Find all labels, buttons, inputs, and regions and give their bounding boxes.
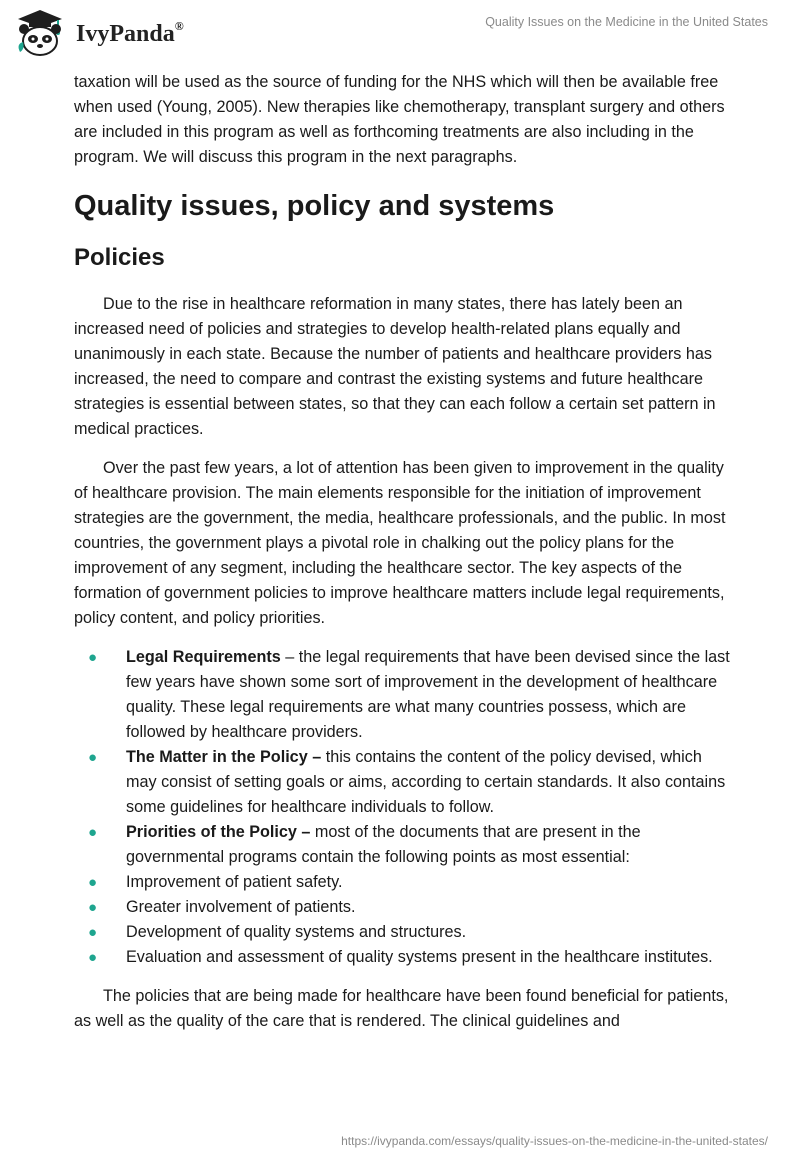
source-url[interactable]: https://ivypanda.com/essays/quality-issues-on-the-medicine-in-the-united-states/ xyxy=(341,1134,768,1148)
list-item xyxy=(74,895,734,920)
list-item xyxy=(74,870,734,895)
bullet-icon: ● xyxy=(88,899,98,916)
list-item xyxy=(74,920,734,945)
section-heading: Quality issues, policy and systems xyxy=(74,190,555,222)
list-item-text: this contains the content of the policy devised, which may consist of setting goals or aims, according to certain standards. It also contains some guidelines for healthcare individuals to follow. xyxy=(126,748,726,816)
bullet-icon: ● xyxy=(88,649,98,666)
list-item-text: Improvement of patient safety. xyxy=(126,873,343,891)
list-item xyxy=(74,645,734,745)
list-item xyxy=(74,945,734,970)
registered-mark: ® xyxy=(174,19,184,33)
bullet-icon: ● xyxy=(88,924,98,941)
policies-paragraph-2: Over the past few years, a lot of attention has been given to improvement in the quality of healthcare provision. The main elements responsible for the initiation of improvement strategies are the government, the media, healthcare professionals, and the public. In most countries, the government plays a pivotal role in chalking out the policy plans for the improvement of any segment, including the healthcare sector. The key aspects of the formation of government policies to improve healthcare matters include legal requirements, policy content, and policy priorities. xyxy=(74,459,726,627)
list-item xyxy=(74,745,734,820)
list-item xyxy=(74,820,734,870)
list-item-text: most of the documents that are present in the governmental programs contain the following points as most essential: xyxy=(126,823,641,866)
list-item-text: Development of quality systems and structures. xyxy=(126,923,467,941)
intro-paragraph: taxation will be used as the source of funding for the NHS which will then be available free when used (Young, 2005). New therapies like chemotherapy, transplant surgery and others are included in this program as well as forthcoming treatments are also including in the program. We will discuss this program in the next paragraphs. xyxy=(74,73,725,166)
document-title: Quality Issues on the Medicine in the United States xyxy=(485,15,768,29)
list-item-text: – the legal requirements that have been devised since the last few years have shown some sort of improvement in the development of healthcare quality. These legal requirements are what many countries possess, which are followed by healthcare providers. xyxy=(126,648,730,741)
logo-name: IvyPanda xyxy=(76,21,175,47)
policy-bullet-list xyxy=(74,645,734,970)
list-item-text: Evaluation and assessment of quality systems present in the healthcare institutes. xyxy=(126,948,713,966)
bullet-icon: ● xyxy=(88,874,98,891)
policies-paragraph-3: The policies that are being made for healthcare have been found beneficial for patients, as well as the quality of the care that is rendered. The clinical guidelines and xyxy=(74,987,729,1030)
ivypanda-logo[interactable] xyxy=(14,8,204,60)
list-item-title: Legal Requirements xyxy=(126,648,281,666)
essay-content xyxy=(74,70,734,1034)
bullet-icon: ● xyxy=(88,749,98,766)
subsection-heading: Policies xyxy=(74,244,165,271)
list-item-title: The Matter in the Policy – xyxy=(126,748,322,766)
bullet-icon: ● xyxy=(88,949,98,966)
logo-wordmark xyxy=(76,21,184,48)
page-header xyxy=(0,0,800,64)
bullet-icon: ● xyxy=(88,824,98,841)
list-item-text: Greater involvement of patients. xyxy=(126,898,356,916)
policies-paragraph-1: Due to the rise in healthcare reformation in many states, there has lately been an increased need of policies and strategies to develop health-related plans equally and unanimously in each state. Because the number of patients and healthcare providers has increased, the need to compare and contrast the existing systems and future healthcare strategies is essential between states, so that they can each follow a certain set pattern in medical practices. xyxy=(74,295,716,438)
list-item-title: Priorities of the Policy – xyxy=(126,823,311,841)
panda-graduate-icon xyxy=(14,8,66,58)
